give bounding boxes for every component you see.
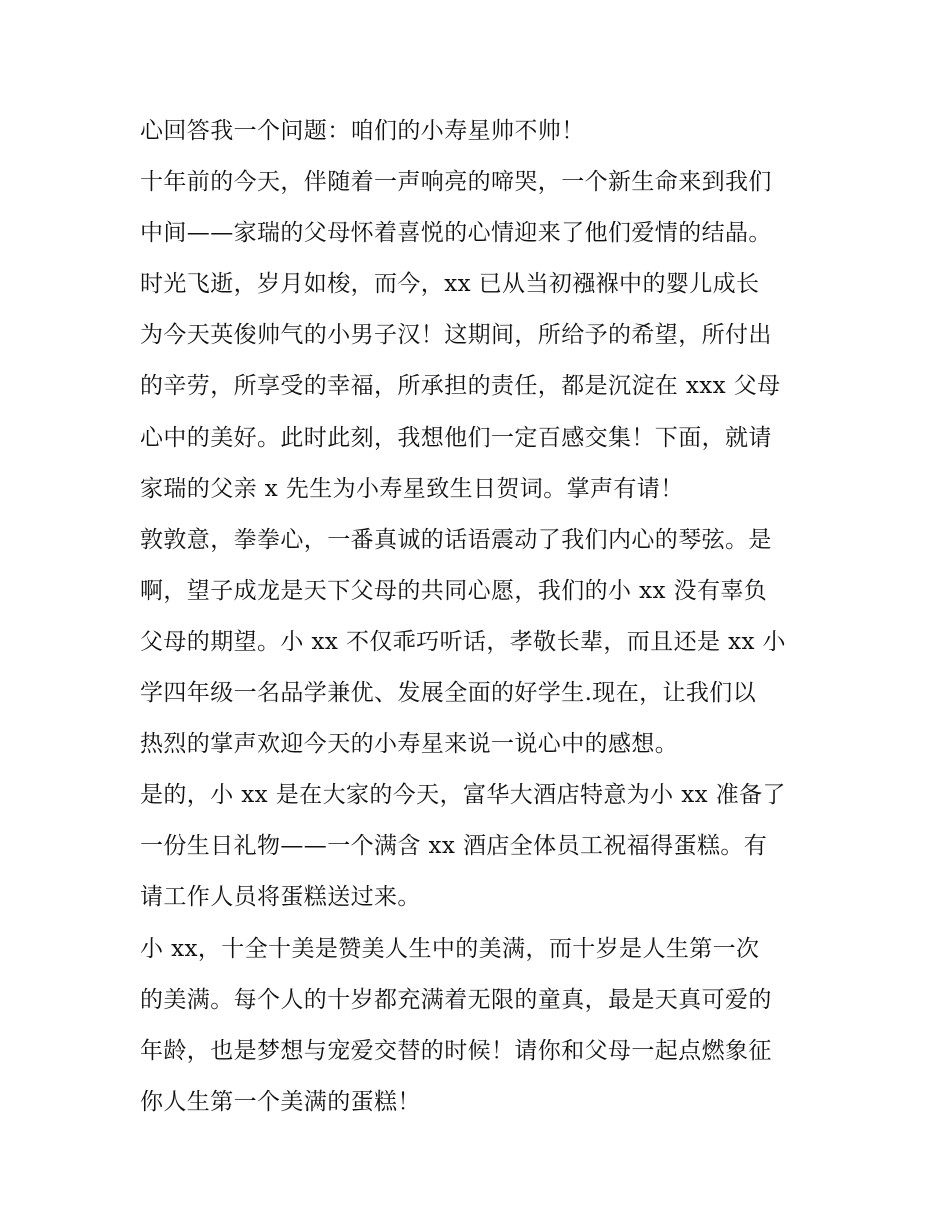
text-line: 十年前的今天，伴随着一声响亮的啼哭，一个新生命来到我们 [140, 169, 772, 196]
text-line: 热烈的掌声欢迎今天的小寿星来说一说心中的感想。 [140, 731, 679, 758]
text-line: 是的，小 xx 是在大家的今天，富华大酒店特意为小 xx 准备了 [140, 782, 786, 809]
text-line: 心回答我一个问题：咱们的小寿星帅不帅！ [140, 118, 585, 144]
text-line: 为今天英俊帅气的小男子汉！这期间，所给予的希望，所付出 [140, 322, 772, 349]
text-line: 中间——家瑞的父母怀着喜悦的心情迎来了他们爱情的结晶。 [140, 220, 772, 247]
text-line: 的美满。每个人的十岁都充满着无限的童真，最是天真可爱的 [140, 986, 772, 1013]
text-line: 学四年级一名品学兼优、发展全面的好学生.现在，让我们以 [140, 680, 757, 707]
text-line: 请工作人员将蛋糕送过来。 [140, 884, 421, 911]
text-line: 年龄，也是梦想与宠爱交替的时候！请你和父母一起点燃象征 [140, 1037, 772, 1064]
text-line: 心中的美好。此时此刻，我想他们一定百感交集！下面，就请 [140, 424, 772, 451]
text-line: 父母的期望。小 xx 不仅乖巧听话，孝敬长辈，而且还是 xx 小 [140, 628, 786, 655]
text-line: 敦敦意，拳拳心，一番真诚的话语震动了我们内心的琴弦。是 [140, 526, 772, 553]
text-line: 啊，望子成龙是天下父母的共同心愿，我们的小 xx 没有辜负 [140, 577, 768, 604]
document-body [140, 106, 820, 1128]
text-line: 你人生第一个美满的蛋糕！ [140, 1088, 421, 1115]
text-line: 小 xx，十全十美是赞美人生中的美满，而十岁是人生第一次 [140, 935, 760, 962]
text-line: 家瑞的父亲 x 先生为小寿星致生日贺词。掌声有请！ [140, 475, 684, 502]
text-line: 一份生日礼物——一个满含 xx 酒店全体员工祝福得蛋糕。有 [140, 833, 768, 860]
text-line: 时光飞逝，岁月如梭，而今，xx 已从当初襁褓中的婴儿成长 [140, 271, 760, 298]
text-line: 的辛劳，所享受的幸福，所承担的责任，都是沉淀在 xxx 父母 [140, 373, 781, 400]
